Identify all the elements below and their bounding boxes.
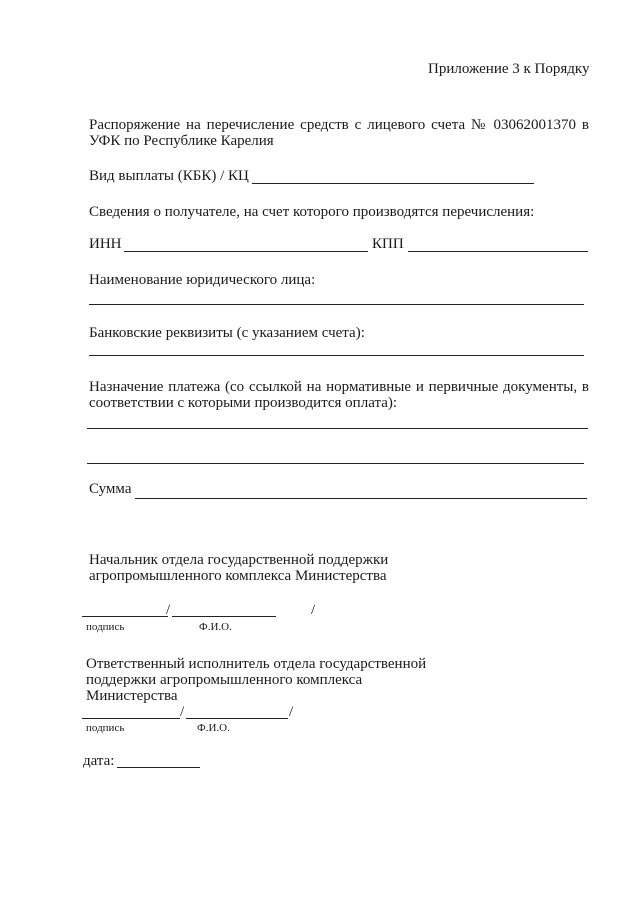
document-title-line2: УФК по Республике Карелия: [89, 133, 274, 149]
executor-title-line2: поддержки агропромышленного комплекса: [86, 672, 363, 688]
head-slash-1: /: [166, 602, 171, 618]
payment-type-field[interactable]: [252, 183, 534, 184]
appendix-reference: Приложение 3 к Порядку: [428, 61, 590, 77]
payment-purpose-line2: соответствии с которыми производится оплата):: [89, 395, 398, 411]
payment-purpose-field-2[interactable]: [87, 463, 584, 464]
kpp-field[interactable]: [408, 251, 588, 252]
amount-label: Сумма: [89, 481, 132, 497]
executor-title-line3: Министерства: [86, 688, 178, 704]
head-name-caption: Ф.И.О.: [199, 621, 232, 633]
executor-name-caption: Ф.И.О.: [197, 722, 230, 734]
amount-field[interactable]: [135, 498, 587, 499]
document-title-line1: Распоряжение на перечисление средств с лицевого счета № 03062001370 в: [89, 117, 589, 133]
payment-purpose-field-1[interactable]: [87, 428, 588, 429]
head-signature-field[interactable]: [82, 616, 168, 617]
inn-field[interactable]: [124, 251, 368, 252]
executor-signature-caption: подпись: [86, 722, 125, 734]
head-title-line2: агропромышленного комплекса Министерства: [89, 568, 387, 584]
bank-details-field[interactable]: [89, 355, 584, 356]
head-name-field[interactable]: [172, 616, 276, 617]
bank-details-label: Банковские реквизиты (с указанием счета):: [89, 325, 365, 341]
legal-entity-label: Наименование юридического лица:: [89, 272, 316, 288]
legal-entity-field[interactable]: [89, 304, 584, 305]
head-title-line1: Начальник отдела государственной поддержки: [89, 552, 389, 568]
date-field[interactable]: [117, 767, 200, 768]
payment-purpose-line1: Назначение платежа (со ссылкой на нормативные и первичные документы, в: [89, 379, 589, 395]
executor-name-field[interactable]: [186, 718, 288, 719]
executor-signature-field[interactable]: [82, 718, 180, 719]
recipient-info-label: Сведения о получателе, на счет которого производятся перечисления:: [89, 204, 535, 220]
kpp-label: КПП: [372, 236, 404, 252]
inn-label: ИНН: [89, 236, 122, 252]
head-signature-caption: подпись: [86, 621, 125, 633]
executor-slash-1: /: [180, 704, 185, 720]
payment-type-label: Вид выплаты (КБК) / КЦ: [89, 168, 249, 184]
date-label: дата:: [83, 753, 115, 769]
executor-slash-2: /: [289, 704, 294, 720]
executor-title-line1: Ответственный исполнитель отдела государственной: [86, 656, 427, 672]
head-slash-2: /: [311, 602, 316, 618]
